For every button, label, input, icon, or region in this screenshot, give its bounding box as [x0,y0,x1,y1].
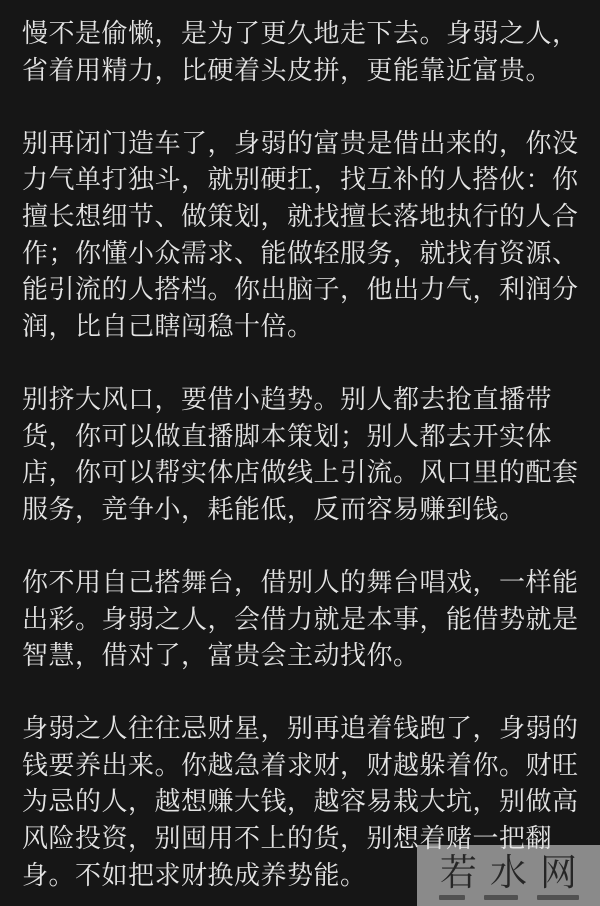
paragraph-4 [22,564,580,674]
text-line: 润，比自己瞎闯稳十倍。 [22,310,314,341]
text-line: 慢不是偷懒，是为了更久地走下去。身弱之人， [22,18,579,48]
text-line: 你不用自己搭舞台，借别人的舞台唱戏，一样能 [22,566,579,597]
paragraph-2 [22,125,580,345]
text-line: 为忌的人，越想赚大钱，越容易栽大坑，别做高 [22,786,579,817]
text-line: 作；你懂小众需求、能做轻服务，就找有资源、 [22,237,579,268]
watermark-subtext-bar [537,895,579,900]
watermark-subtext-bar [439,895,465,900]
text-line: 省着用精力，比硬着头皮拼，更能靠近富贵。 [22,54,553,85]
text-line: 服务，竞争小，耗能低，反而容易赚到钱。 [22,493,526,524]
text-line: 身弱之人往往忌财星，别再追着钱跑了，身弱的 [22,713,579,744]
text-line: 擅长想细节、做策划，就找擅长落地执行的人合 [22,200,579,231]
paragraph-5 [22,710,580,893]
watermark-label: 若水网 [440,852,590,893]
paragraph-1 [22,15,580,88]
watermark-subtext-bar [484,895,518,900]
text-line: 出彩。身弱之人，会借力就是本事，能借势就是 [22,603,579,634]
text-line: 货，你可以做直播脚本策划；别人都去开实体 [22,420,553,451]
text-line: 身。不如把求财换成养势能。 [22,859,367,890]
text-line: 别挤大风口，要借小趋势。别人都去抢直播带 [22,383,553,414]
text-line: 力气单打独斗，就别硬扛，找互补的人搭伙：你 [22,164,579,195]
paragraph-3 [22,381,580,527]
text-line: 钱要养出来。你越急着求财，财越躲着你。财旺 [22,749,579,780]
text-line: 智慧，借对了，富贵会主动找你。 [22,640,420,671]
text-line: 风险投资，别囤用不上的货，别想着赌一把翻 [22,823,553,854]
text-line: 能引流的人搭档。你出脑子，他出力气，利润分 [22,274,579,305]
text-line: 别再闭门造车了，身弱的富贵是借出来的，你没 [22,127,579,158]
watermark-subtext-bars [439,895,579,900]
text-line: 店，你可以帮实体店做线上引流。风口里的配套 [22,457,579,488]
